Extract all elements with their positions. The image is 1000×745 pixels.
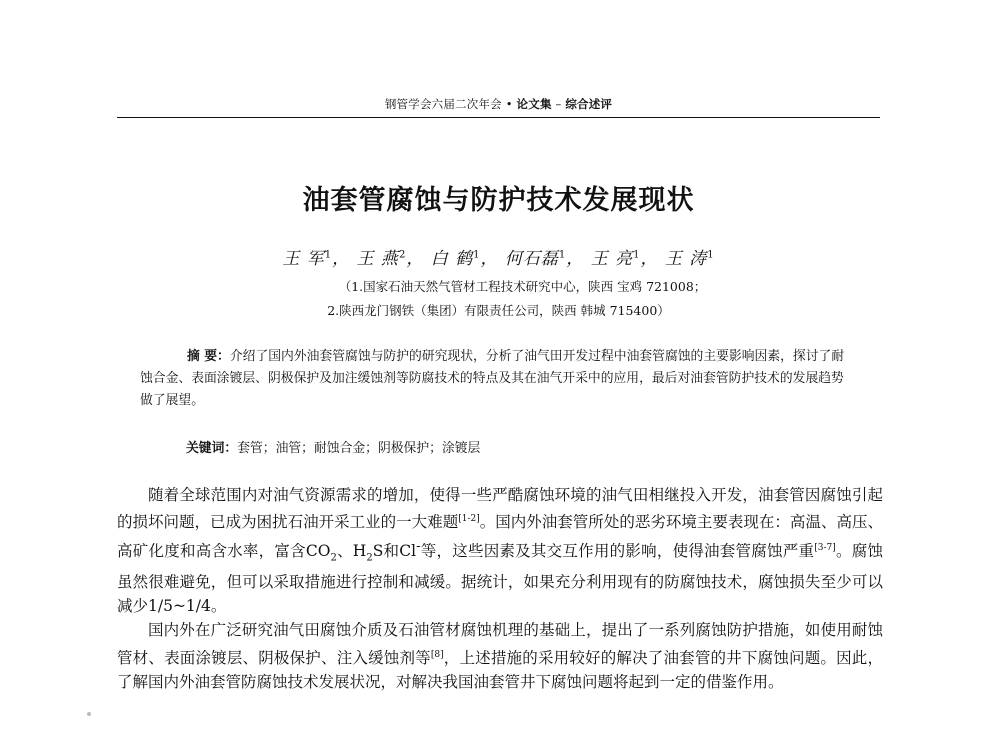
affiliation-2: 2.陕西龙门钢铁（集团）有限责任公司，陕西 韩城 715400） <box>327 303 670 318</box>
text-run: 等，这些因素及其交互作用的影响，使得油套管腐蚀严重 <box>420 541 815 560</box>
author-name: 王 涛 <box>664 249 708 269</box>
header-prefix: 钢管学会六届二次年会 • <box>384 97 513 111</box>
paragraph-2 <box>117 618 883 694</box>
author-affiliation-mark: 2 <box>398 249 407 261</box>
text-run: 。腐蚀虽然很难避免，但可以采取措施进行控制和减缓。据统计，如果充分利用现有的防腐蚀技术，腐蚀损失至少可以减少1/5~1/4。 <box>117 541 883 616</box>
text-run: 。国内外油套管所处的恶劣环境主要表现在：高温、高压、高矿化度和高含水率，富含CO <box>117 513 883 560</box>
abstract-label: 摘 要： <box>187 349 230 364</box>
keywords-label: 关键词： <box>186 441 238 456</box>
text-run: ，上述措施的采用较好的解决了油套管的井下腐蚀问题。因此，了解国内外油套管防腐蚀技术发展状况，对解决我国油套管井下腐蚀问题将起到一定的借鉴作用。 <box>117 648 883 691</box>
header-rule <box>117 117 880 118</box>
author-affiliation-mark: 1 <box>633 249 641 261</box>
author-name: 王 军 <box>282 249 325 269</box>
header-section: 综合述评 <box>565 97 613 111</box>
text-run: 国内外在广泛研究油气田腐蚀介质及石油管材腐蚀机理的基础上，提出了一系列腐蚀防护措施，如使用耐蚀管材、表面涂镀层、阴极保护、注入缓蚀剂等 <box>117 621 883 667</box>
citation: [1-2] <box>458 514 480 525</box>
author-name: 王 燕 <box>356 249 399 269</box>
subscript: 2 <box>330 551 337 563</box>
citation: [3-7] <box>814 542 836 553</box>
author-name: 何石磊 <box>504 249 559 269</box>
paper-title: 油套管腐蚀与防护技术发展现状 <box>302 185 695 216</box>
author-affiliation-mark: 1 <box>324 249 333 261</box>
scan-speck <box>87 712 91 716</box>
superscript: - <box>416 538 421 554</box>
affiliation-1: （1.国家石油天然气管材工程技术研究中心，陕西 宝鸡 721008； <box>338 279 707 294</box>
abstract <box>140 346 850 412</box>
keywords <box>186 437 846 456</box>
text-run: 随着全球范围内对油气资源需求的增加，使得一些严酷腐蚀环境的油气田相继投入开发，油套管因腐蚀引起的损坏问题，已成为困扰石油开采工业的一大难题 <box>117 486 883 532</box>
body-text <box>117 483 883 694</box>
text-run: S和Cl <box>372 541 417 560</box>
text-run: 、H <box>336 541 367 560</box>
running-header <box>117 96 880 112</box>
subscript: 2 <box>366 551 373 563</box>
keywords-text: 套管；油管；耐蚀合金；阴极保护；涂镀层 <box>237 441 481 456</box>
abstract-text: 介绍了国内外油套管腐蚀与防护的研究现状，分析了油气田开发过程中油套管腐蚀的主要影响因素，探讨了耐蚀合金、表面涂镀层、阴极保护及加注缓蚀剂等防腐技术的特点及其在油气开采中的应用，最后对油套管防护技术的发展趋势做了展望。 <box>140 349 845 408</box>
citation: [8] <box>430 649 444 660</box>
author-affiliation-mark: 1 <box>473 249 481 261</box>
author-affiliation-mark: 1 <box>707 249 715 261</box>
header-collection: 论文集 <box>516 97 552 111</box>
author-name: 白 鹤 <box>430 249 474 269</box>
header-separator: – <box>555 97 562 111</box>
paragraph-1 <box>117 483 883 618</box>
author-name: 王 亮 <box>590 249 634 269</box>
author-list: 王 军$^1$， 王 燕$^2$， 白 鹤$^1$， 何石磊$^1$， 王 亮$^1$， 王 涛$^1$ <box>282 249 715 269</box>
author-affiliation-mark: 1 <box>558 249 567 261</box>
